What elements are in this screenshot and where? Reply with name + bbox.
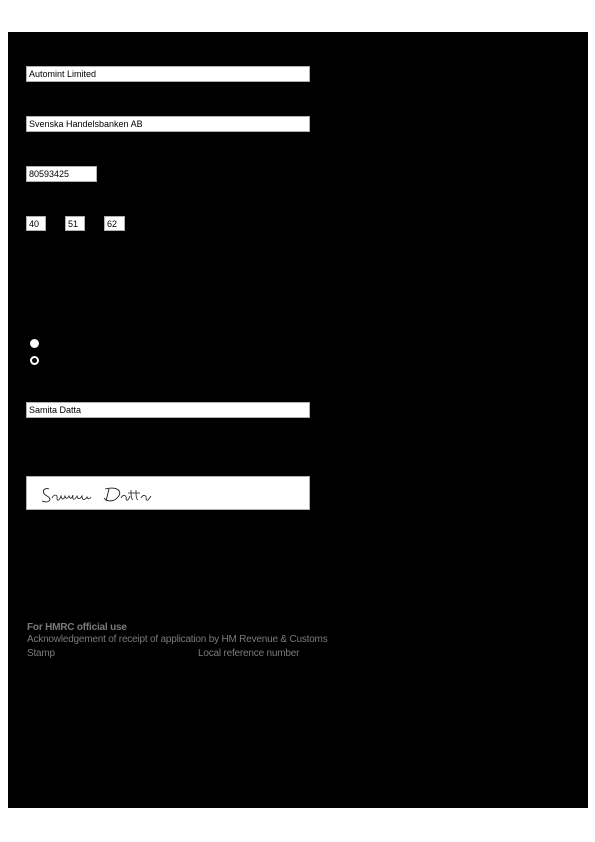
handwritten-signature — [27, 477, 309, 509]
sort-code-part-2[interactable]: 51 — [65, 216, 85, 231]
account-number-field[interactable]: 80593425 — [26, 166, 97, 182]
local-reference-label: Local reference number — [198, 648, 300, 659]
margin-tick — [8, 425, 12, 431]
company-name-field[interactable]: Automint Limited — [26, 66, 310, 82]
margin-tick — [8, 238, 12, 244]
margin-tick — [8, 308, 12, 314]
stamp-label: Stamp — [27, 648, 55, 659]
margin-tick — [8, 187, 12, 193]
sort-code-part-3[interactable]: 62 — [104, 216, 125, 231]
option-radio-unselected[interactable] — [30, 356, 39, 365]
margin-tick — [8, 376, 12, 382]
official-use-heading: For HMRC official use — [27, 622, 127, 633]
acknowledgement-text: Acknowledgement of receipt of application by HM Revenue & Customs — [27, 634, 328, 645]
margin-tick — [8, 139, 12, 145]
signatory-name-field[interactable]: Samita Datta — [26, 402, 310, 418]
sort-code-part-1[interactable]: 40 — [26, 216, 46, 231]
signature-box[interactable] — [26, 476, 310, 510]
margin-tick — [8, 444, 12, 450]
margin-tick — [8, 282, 12, 288]
bank-name-field[interactable]: Svenska Handelsbanken AB — [26, 116, 310, 132]
form-panel — [8, 32, 588, 808]
margin-tick — [8, 88, 12, 94]
option-radio-selected[interactable] — [30, 339, 39, 348]
